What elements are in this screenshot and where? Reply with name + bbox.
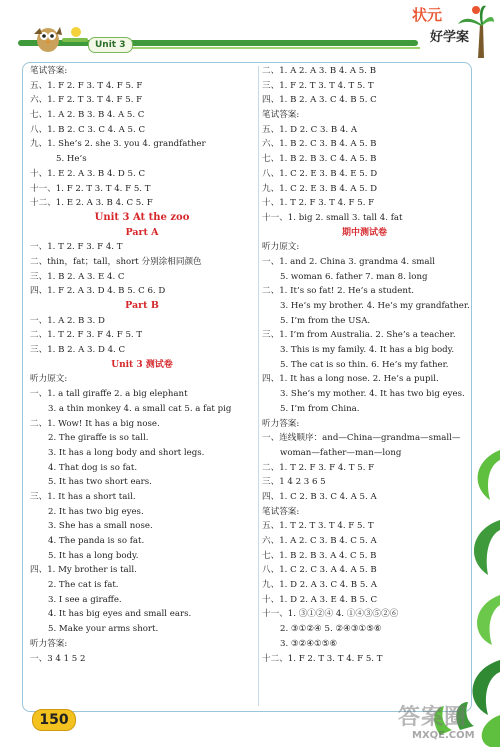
right-column-line: 七、1. B 2. B 3. A 4. C 5. B bbox=[262, 550, 377, 561]
left-column-line: 笔试答案: bbox=[30, 66, 68, 76]
left-column-line: 十一、1. F 2. T 3. T 4. F 5. T bbox=[30, 183, 151, 194]
right-column-line: 5. woman 6. father 7. man 8. long bbox=[280, 271, 428, 282]
left-column-line: 四、1. F 2. A 3. D 4. B 5. C 6. D bbox=[30, 286, 166, 297]
right-column-line: 七、1. B 2. B 3. C 4. A 5. B bbox=[262, 154, 377, 165]
left-column-line: Part A bbox=[125, 226, 159, 238]
right-column-line: 一、1. and 2. China 3. grandma 4. small bbox=[262, 256, 436, 267]
right-column-line: 五、1. T 2. T 3. T 4. F 5. T bbox=[262, 521, 374, 532]
left-column-line: Unit 3 测试卷 bbox=[111, 359, 173, 370]
right-column-line: 十、1. T 2. F 3. T 4. F 5. F bbox=[262, 198, 375, 209]
left-column-line: 4. The panda is so fat. bbox=[48, 536, 145, 546]
right-column-line: 四、1. It has a long nose. 2. He’s a pupil. bbox=[262, 374, 439, 385]
left-column-line: Unit 3 At the zoo bbox=[94, 211, 190, 223]
left-column-line: 四、1. My brother is tall. bbox=[30, 565, 137, 576]
left-column-line: 4. That dog is so fat. bbox=[48, 462, 138, 473]
left-column-line: 一、3 4 1 5 2 bbox=[30, 653, 86, 664]
right-column-line: 三、1 4 2 3 6 5 bbox=[262, 477, 326, 488]
right-column-line: 九、1. C 2. E 3. B 4. A 5. D bbox=[262, 183, 378, 194]
left-column-line: 三、1. It has a short tail. bbox=[30, 491, 136, 502]
left-column-line: 听力原文: bbox=[30, 374, 68, 385]
left-column bbox=[30, 64, 254, 666]
right-column-line: 三、1. I’m from Australia. 2. She’s a teacher. bbox=[262, 330, 456, 341]
left-column-line: 九、1. She’s 2. she 3. you 4. grandfather bbox=[30, 139, 206, 150]
page-header bbox=[0, 0, 500, 62]
right-column-line: 2. ③①②④ 5. ②④③①⑤⑥ bbox=[280, 624, 382, 635]
left-column-line: 一、1. T 2. F 3. F 4. T bbox=[30, 242, 123, 253]
left-column-line: 2. The giraffe is so tall. bbox=[48, 433, 149, 444]
right-column-line: 3. This is my family. 4. It has a big body. bbox=[280, 345, 455, 356]
right-column-line: 八、1. C 2. C 3. A 4. A 5. B bbox=[262, 565, 377, 576]
left-column-line: 听力答案: bbox=[30, 638, 68, 649]
left-column-line: 二、1. Wow! It has a big nose. bbox=[30, 418, 160, 429]
watermark-logo: 答案圈 bbox=[398, 705, 468, 730]
left-column-line: 三、1. B 2. A 3. E 4. C bbox=[30, 271, 125, 282]
left-column-line: 二、1. T 2. F 3. F 4. F 5. T bbox=[30, 330, 143, 341]
right-column-line: 期中测试卷 bbox=[341, 227, 387, 238]
brand-title-bottom: 好学案 bbox=[430, 30, 470, 45]
left-column-line: 三、1. B 2. A 3. D 4. C bbox=[30, 345, 126, 356]
left-column-line: 十二、1. E 2. A 3. B 4. C 5. F bbox=[30, 198, 153, 209]
right-column-line: 十二、1. F 2. T 3. T 4. F 5. T bbox=[262, 653, 383, 664]
header-band-thin bbox=[120, 47, 420, 49]
left-column-line: 3. It has a long body and short legs. bbox=[48, 447, 205, 458]
left-column-line: 五、1. F 2. F 3. T 4. F 5. F bbox=[30, 80, 143, 91]
right-column-line: 5. I’m from the USA. bbox=[280, 315, 371, 326]
right-column-line: 笔试答案: bbox=[262, 506, 300, 517]
left-column-line: 3. a thin monkey 4. a small cat 5. a fat pig bbox=[48, 403, 232, 414]
right-column-line: 二、1. A 2. A 3. B 4. A 5. B bbox=[262, 66, 377, 76]
page-number: 150 bbox=[32, 709, 76, 731]
right-column-line: 3. She’s my mother. 4. It has two big eyes. bbox=[280, 389, 465, 400]
right-column-line: woman—father—man—long bbox=[280, 447, 402, 458]
brand-title-top: 状元 bbox=[412, 6, 443, 24]
right-column-line: 九、1. D 2. A 3. C 4. B 5. A bbox=[262, 580, 377, 591]
left-column-line: 5. Make your arms short. bbox=[48, 624, 159, 635]
right-column-line: 3. He’s my brother. 4. He’s my grandfather. bbox=[280, 301, 470, 311]
column-divider bbox=[258, 66, 259, 706]
right-column-line: 十一、1. big 2. small 3. tall 4. fat bbox=[262, 212, 403, 223]
left-column-line: 2. The cat is fat. bbox=[48, 580, 119, 591]
right-column-line: 3. ③②④①⑤⑥ bbox=[280, 638, 338, 649]
left-column-line: Part B bbox=[125, 300, 159, 311]
right-column-line: 十一、1. ③①②④ 4. ①④③⑤②⑥ bbox=[262, 609, 399, 620]
right-column-line: 四、1. B 2. A 3. C 4. B 5. C bbox=[262, 95, 377, 106]
right-column-line: 笔试答案: bbox=[262, 110, 300, 121]
right-column-line: 四、1. C 2. B 3. C 4. A 5. A bbox=[262, 491, 377, 502]
right-column-line: 二、1. T 2. F 3. F 4. T 5. F bbox=[262, 462, 375, 473]
right-column-line: 听力答案: bbox=[262, 418, 300, 429]
right-column-line: 二、1. It’s so fat! 2. He’s a student. bbox=[262, 286, 415, 297]
left-column-line: 七、1. A 2. B 3. B 4. A 5. C bbox=[30, 110, 145, 121]
right-column-line: 5. I’m from China. bbox=[280, 403, 360, 414]
left-column-line: 二、thin，fat；tall，short 分别涂相同颜色 bbox=[30, 256, 202, 267]
left-column-line: 3. She has a small nose. bbox=[48, 521, 153, 532]
left-column-line: 十、1. E 2. A 3. B 4. D 5. C bbox=[30, 168, 146, 179]
unit-pill: Unit 3 bbox=[88, 37, 133, 53]
left-column-line: 5. It has two short ears. bbox=[48, 477, 152, 488]
left-column-line: 2. It has two big eyes. bbox=[48, 506, 144, 517]
right-column-line: 六、1. B 2. C 3. B 4. A 5. B bbox=[262, 139, 377, 150]
left-column-line: 5. It has a long body. bbox=[48, 550, 139, 561]
left-column-line: 八、1. B 2. C 3. C 4. A 5. C bbox=[30, 124, 146, 135]
right-column-line: 八、1. C 2. E 3. B 4. E 5. D bbox=[262, 168, 378, 179]
right-column-line: 六、1. A 2. C 3. B 4. C 5. A bbox=[262, 536, 377, 546]
left-column-line: 4. It has big eyes and small ears. bbox=[48, 609, 192, 620]
left-column-line: 5. He’s bbox=[56, 154, 87, 165]
right-column-line: 5. The cat is so thin. 6. He’s my father. bbox=[280, 359, 449, 370]
right-column-line: 一、连线顺序：and—China—grandma—small— bbox=[262, 433, 461, 444]
left-column-line: 3. I see a giraffe. bbox=[48, 594, 122, 605]
left-column-line: 一、1. a tall giraffe 2. a big elephant bbox=[30, 389, 188, 400]
right-column-line: 十、1. D 2. A 3. E 4. B 5. C bbox=[262, 594, 378, 605]
watermark-url: MXQE.COM bbox=[412, 730, 475, 741]
left-column-line: 一、1. A 2. B 3. D bbox=[30, 315, 105, 326]
right-column-line: 三、1. F 2. T 3. T 4. T 5. T bbox=[262, 80, 374, 91]
right-column-line: 听力原文: bbox=[262, 242, 300, 253]
right-column-line: 五、1. D 2. C 3. B 4. A bbox=[262, 124, 358, 135]
left-column-line: 六、1. F 2. T 3. T 4. F 5. F bbox=[30, 95, 143, 106]
